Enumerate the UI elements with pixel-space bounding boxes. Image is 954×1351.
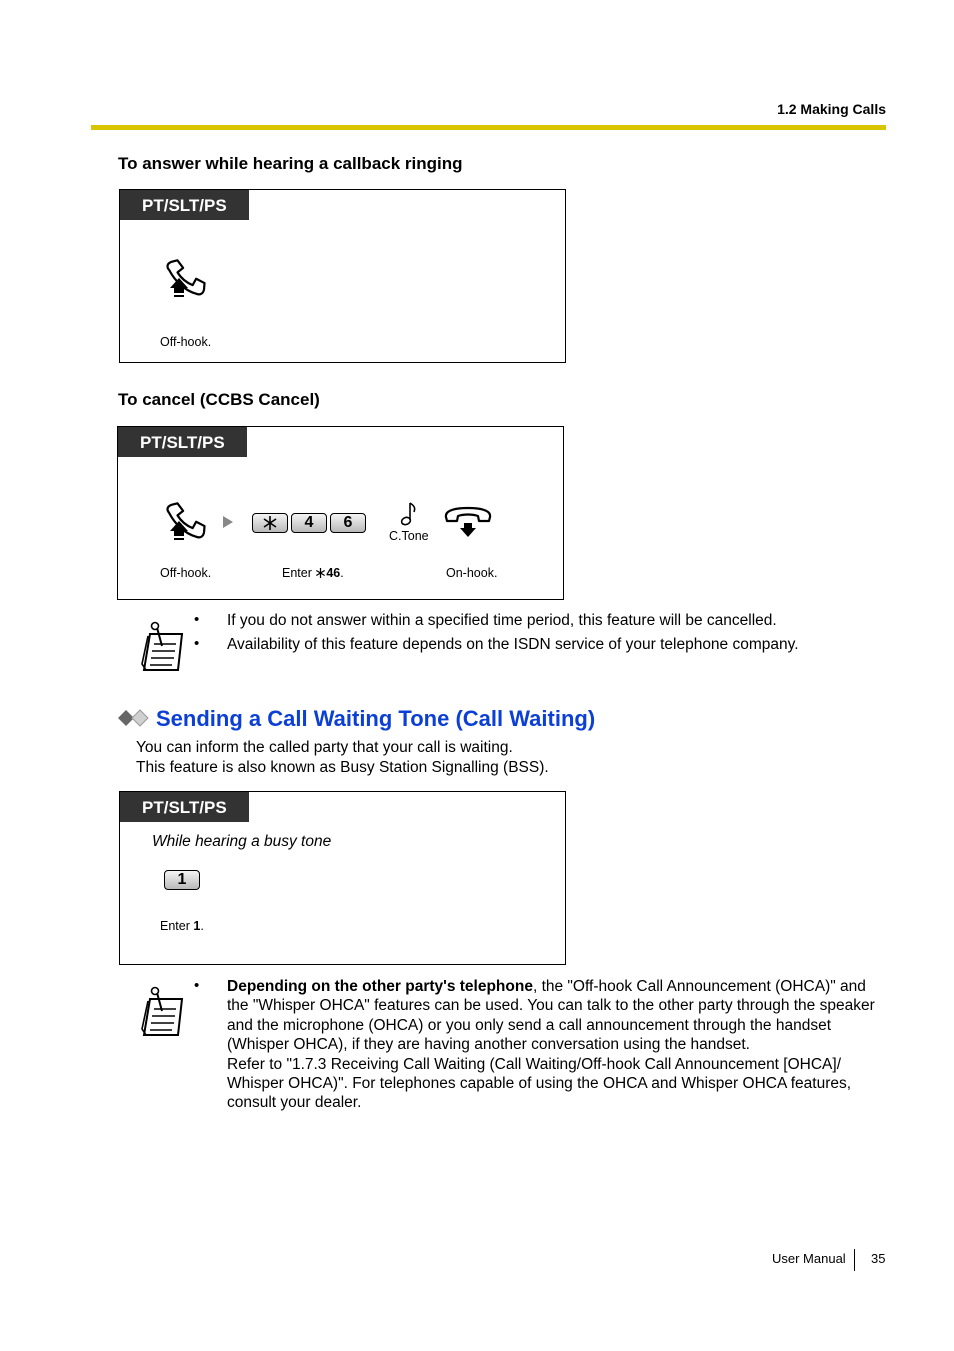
bullet: • [194, 977, 200, 994]
note-refer: Refer to "1.7.3 Receiving Call Waiting (Call Waiting/Off-hook Call Announcement [OHCA]/ Whisper OHCA)". For telephones capable of using the OHCA and Whisper OHCA features, consult your dealer. [227, 1055, 852, 1112]
on-hook-icon [441, 505, 497, 541]
enter-code-caption [282, 566, 344, 580]
caption-suffix: . [340, 566, 344, 580]
offhook-caption: Off-hook. [160, 335, 212, 349]
condition-text: While hearing a busy tone [152, 833, 332, 850]
call-waiting-procedure-box [119, 791, 566, 965]
box-label: PT/SLT/PS [118, 427, 247, 457]
arrow-right-icon [221, 515, 235, 529]
caption-suffix: . [200, 919, 204, 933]
running-header: 1.2 Making Calls [777, 101, 886, 117]
caption-code: 46 [326, 566, 341, 580]
header-rule [91, 125, 886, 130]
key-star [252, 513, 288, 533]
answer-procedure-box [119, 189, 566, 363]
notepad-note-icon [138, 985, 186, 1039]
music-note-icon [400, 501, 420, 527]
answer-heading: To answer while hearing a callback ringing [118, 154, 463, 173]
intro-line: You can inform the called party that your call is waiting. [136, 739, 513, 756]
note-item: If you do not answer within a specified time period, this feature will be cancelled. [227, 612, 777, 629]
key-6: 6 [330, 513, 366, 533]
asterisk-icon [260, 515, 280, 531]
caption-key: 1 [193, 919, 201, 933]
intro-line: This feature is also known as Busy Station Signalling (BSS). [136, 759, 549, 776]
bullet: • [194, 635, 200, 652]
note-body: , the "Off-hook Call Announcement (OHCA)" and the "Whisper OHCA" features can be used. You can talk to the other party through the speaker and the microphone (OHCA) or you only send a call announcement through the handset (Whisper OHCA), if they are having another conversation using the handset. [227, 978, 875, 1054]
diamond-bullets-icon [118, 709, 152, 727]
notepad-note-icon [138, 620, 186, 674]
enter-key-caption [160, 919, 204, 933]
key-1: 1 [164, 870, 200, 890]
off-hook-icon [158, 258, 212, 302]
bullet: • [194, 611, 200, 628]
tone-caption: C.Tone [389, 529, 429, 543]
asterisk-icon [315, 568, 326, 578]
onhook-caption: On-hook. [446, 566, 498, 580]
caption-prefix: Enter [160, 919, 194, 933]
off-hook-icon [158, 501, 212, 545]
box-label: PT/SLT/PS [120, 792, 249, 822]
cancel-heading: To cancel (CCBS Cancel) [118, 390, 320, 409]
note-lead: Depending on the other party's telephone [227, 978, 533, 995]
note-paragraph [227, 977, 879, 1113]
note-item: Availability of this feature depends on the ISDN service of your telephone company. [227, 636, 799, 653]
key-4: 4 [291, 513, 327, 533]
caption-prefix: Enter [282, 566, 316, 580]
page-number: 35 [871, 1251, 886, 1266]
footer-divider [854, 1249, 855, 1271]
cancel-procedure-box [117, 426, 564, 600]
footer-label: User Manual [772, 1251, 846, 1266]
box-label: PT/SLT/PS [120, 190, 249, 220]
section-title: Sending a Call Waiting Tone (Call Waiting) [156, 706, 596, 731]
offhook-caption: Off-hook. [160, 566, 212, 580]
